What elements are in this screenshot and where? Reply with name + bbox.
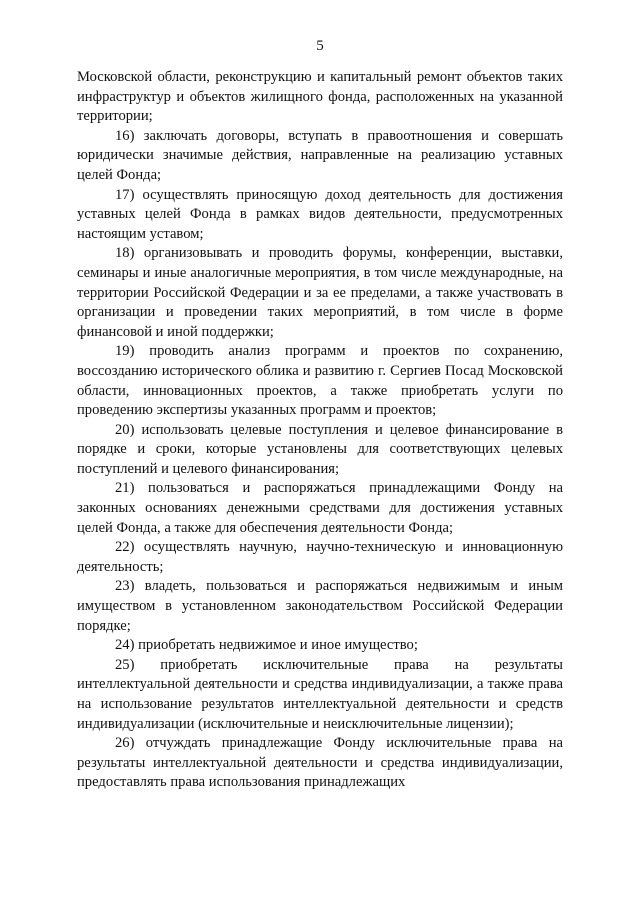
paragraph-continuation: Московской области, реконструкцию и капитальный ремонт объектов таких инфраструктур и объектов жилищного фонда, расположенных на указанной территории; <box>77 69 563 125</box>
document-body <box>77 68 563 793</box>
paragraph-item-18: 18) организовывать и проводить форумы, конференции, выставки, семинары и иные аналогичные мероприятия, в том числе международные, на территории Российской Федерации и за ее пределами, а также участвовать в организации и проведении таких мероприятий, в том числе в форме финансовой и иной поддержки; <box>77 245 563 340</box>
paragraph-item-20: 20) использовать целевые поступления и целевое финансирование в порядке и сроки, которые установлены для соответствующих целевых поступлений и целевого финансирования; <box>77 421 563 477</box>
paragraph-item-24: 24) приобретать недвижимое и иное имущество; <box>115 637 418 654</box>
paragraph-item-23: 23) владеть, пользоваться и распоряжаться недвижимым и иным имуществом в установленном законодательством Российской Федерации порядке; <box>77 578 563 634</box>
paragraph-item-26: 26) отчуждать принадлежащие Фонду исключительные права на результаты интеллектуальной деятельности и средства индивидуализации, предоставлять права использования принадлежащих <box>77 735 563 791</box>
paragraph-item-17: 17) осуществлять приносящую доход деятельность для достижения уставных целей Фонда в рамках видов деятельности, предусмотренных настоящим уставом; <box>77 186 563 242</box>
page-number: 5 <box>316 38 324 54</box>
paragraph-item-21: 21) пользоваться и распоряжаться принадлежащими Фонду на законных основаниях денежными средствами для достижения уставных целей Фонда, а также для обеспечения деятельности Фонда; <box>77 480 563 536</box>
paragraph-item-25: 25) приобретать исключительные права на результаты интеллектуальной деятельности и средства индивидуализации, а также права на использование результатов интеллектуальной деятельности и средств индивидуализации (исключительные и неисключительные лицензии); <box>77 656 563 732</box>
paragraph-item-22: 22) осуществлять научную, научно-техническую и инновационную деятельность; <box>77 539 563 575</box>
paragraph-item-16: 16) заключать договоры, вступать в правоотношения и совершать юридически значимые действия, направленные на реализацию уставных целей Фонда; <box>77 127 563 183</box>
paragraph-item-19: 19) проводить анализ программ и проектов по сохранению, воссозданию исторического облика и развитию г. Сергиев Посад Московской области, инновационных проектов, а также приобретать услуги по проведению экспертизы указанных программ и проектов; <box>77 343 563 419</box>
